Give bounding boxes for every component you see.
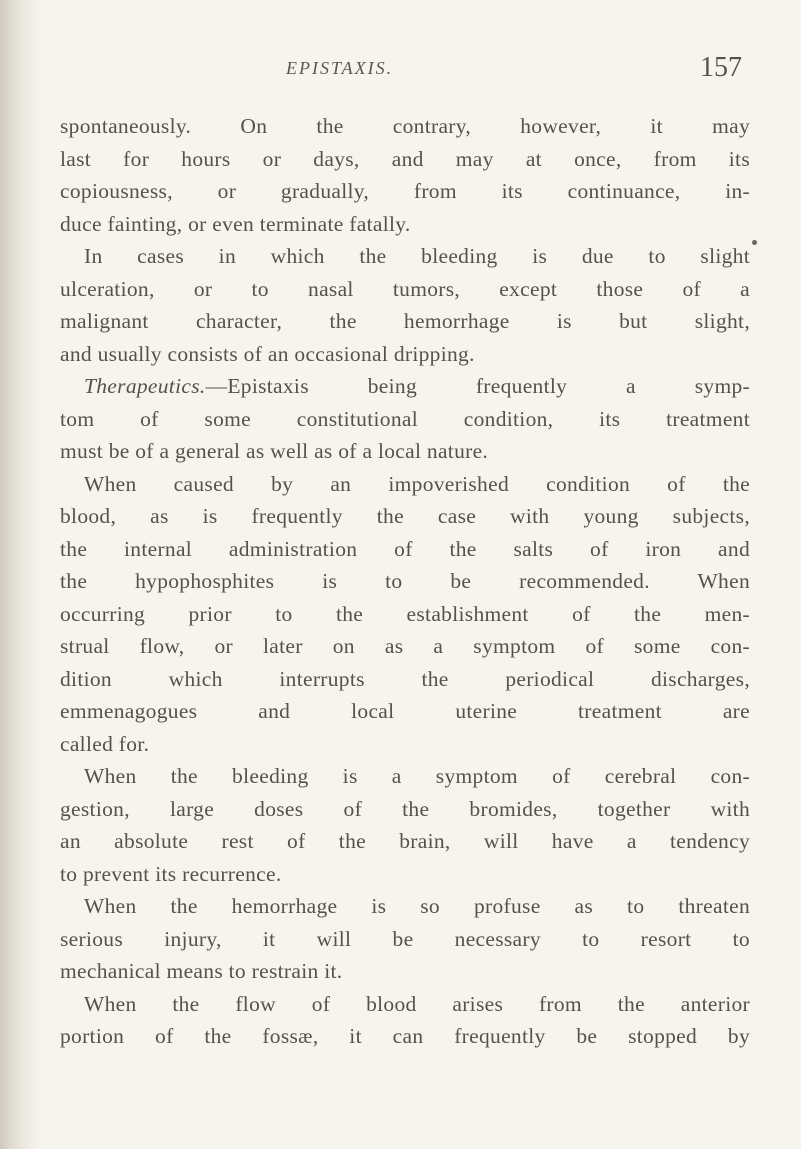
text-line: spontaneously. On the contrary, however, it may xyxy=(60,114,750,138)
text-line-rest: —Epistaxis being frequently a symp- xyxy=(205,374,750,398)
text-line: duce fainting, or even terminate fatally. xyxy=(60,211,411,236)
text-line: In cases in which the bleeding is due to slight xyxy=(84,244,750,268)
text-line: strual flow, or later on as a symptom of some con- xyxy=(60,634,750,658)
text-line: an absolute rest of the brain, will have a tendency xyxy=(60,829,750,853)
section-heading-therapeutics: Therapeutics. xyxy=(84,374,206,398)
body-text xyxy=(60,110,750,1053)
text-line: serious injury, it will be necessary to resort to xyxy=(60,926,750,951)
text-line: copiousness, or gradually, from its continuance, in- xyxy=(60,179,750,203)
page-number: 157 xyxy=(700,52,742,83)
text-line: last for hours or days, and may at once, from its xyxy=(60,146,750,171)
text-line: ulceration, or to nasal tumors, except those of a xyxy=(60,276,750,301)
text-line: gestion, large doses of the bromides, together with xyxy=(60,796,750,821)
text-line: the hypophosphites is to be recommended. When xyxy=(60,569,750,593)
text-line: tom of some constitutional condition, its treatment xyxy=(60,406,750,431)
text-line: mechanical means to restrain it. xyxy=(60,959,343,983)
text-line: portion of the fossæ, it can frequently be stopped by xyxy=(60,1024,750,1048)
text-line: and usually consists of an occasional dripping. xyxy=(60,341,475,366)
text-line: to prevent its recurrence. xyxy=(60,861,282,886)
text-line: called for. xyxy=(60,731,150,756)
text-line: malignant character, the hemorrhage is but slight, xyxy=(60,309,750,333)
text-line: blood, as is frequently the case with young subjects, xyxy=(60,504,750,528)
text-line: emmenagogues and local uterine treatment are xyxy=(60,699,750,723)
text-line: When the flow of blood arises from the anterior xyxy=(84,991,750,1016)
text-line: When caused by an impoverished condition of the xyxy=(84,471,750,496)
page-gutter-shadow xyxy=(0,0,42,1149)
page-header xyxy=(0,52,801,92)
text-line xyxy=(60,370,750,403)
text-line: When the bleeding is a symptom of cerebral con- xyxy=(84,764,750,788)
running-head: EPISTAXIS. xyxy=(286,58,394,78)
text-line: occurring prior to the establishment of the men- xyxy=(60,601,750,626)
text-line: the internal administration of the salts of iron and xyxy=(60,536,750,561)
text-line: must be of a general as well as of a local nature. xyxy=(60,439,489,463)
text-line: When the hemorrhage is so profuse as to threaten xyxy=(84,894,750,918)
ink-speck xyxy=(752,240,757,245)
text-line: dition which interrupts the periodical discharges, xyxy=(60,666,750,691)
